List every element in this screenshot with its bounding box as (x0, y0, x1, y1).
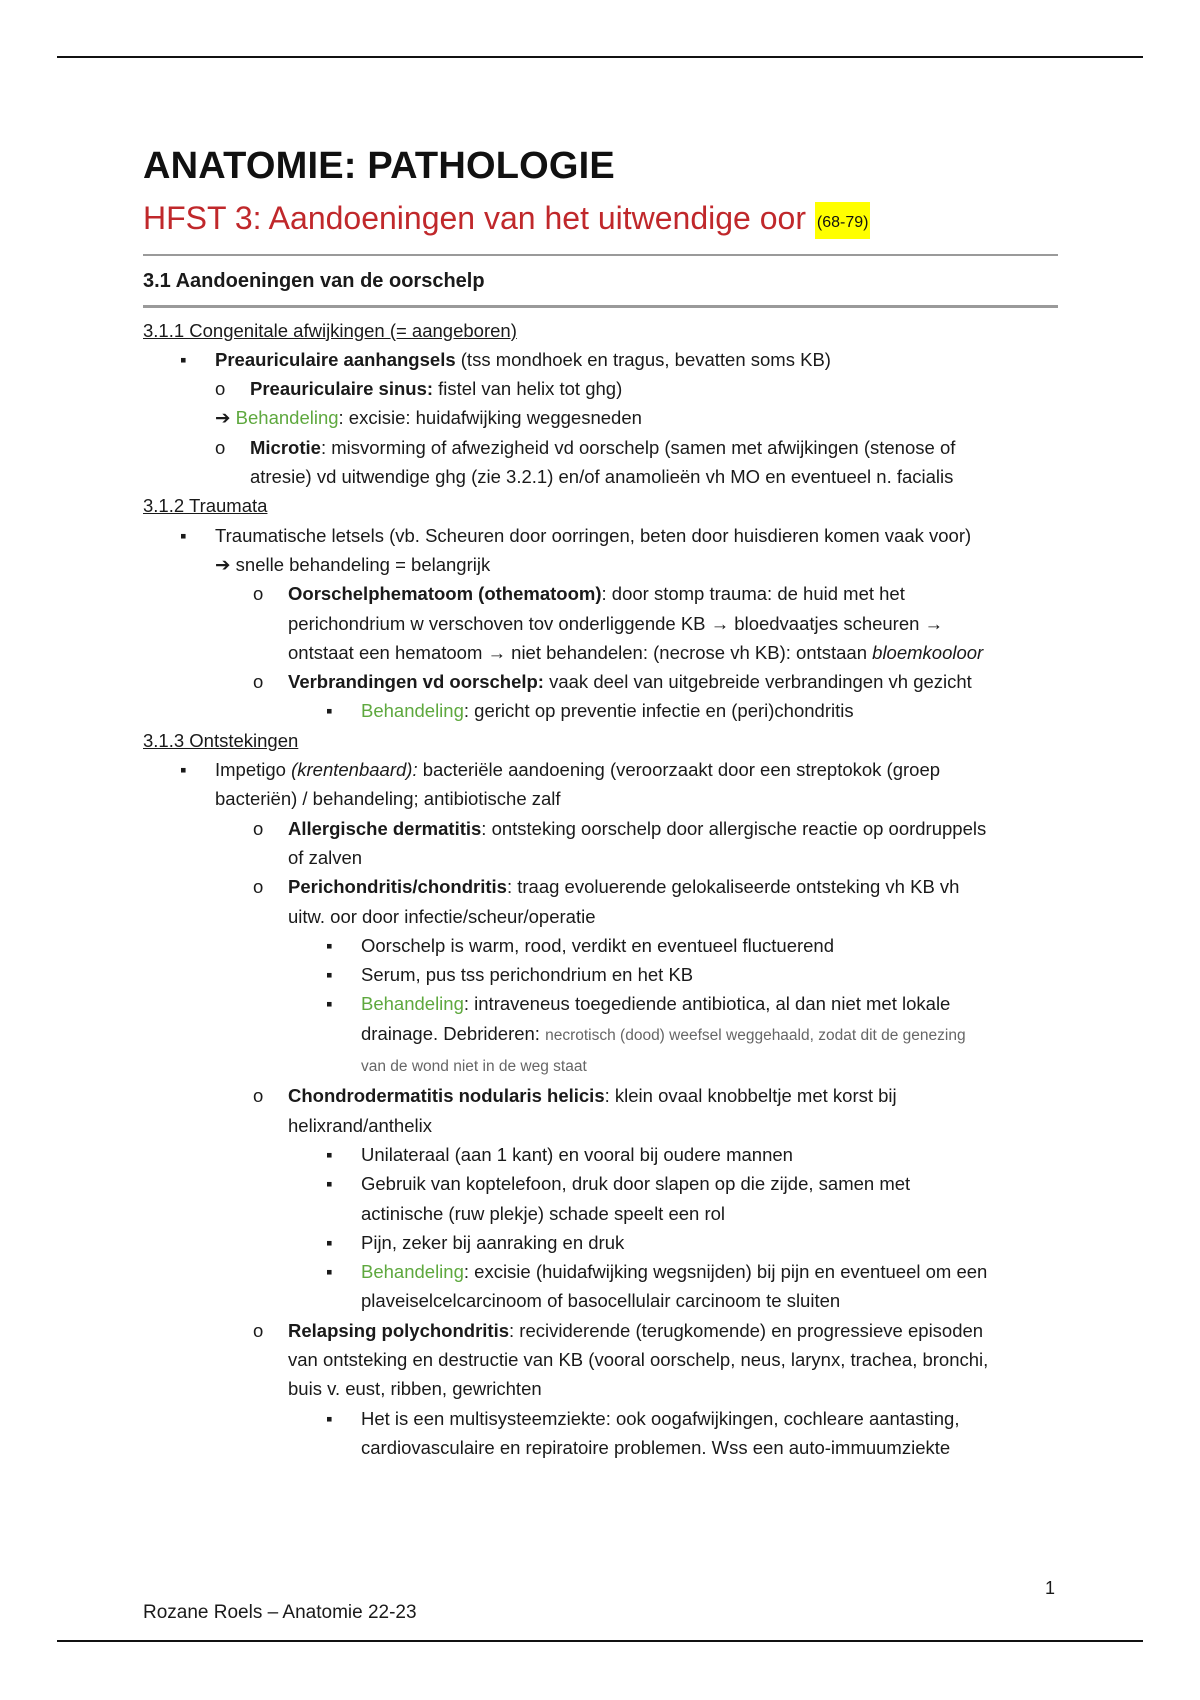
circle-bullet-icon (253, 579, 263, 608)
arrow-right-icon: ➔ (215, 407, 231, 429)
list-item: ▪ Oorschelp is warm, rood, verdikt en eventueel fluctuerend (143, 931, 1058, 960)
divider (143, 305, 1058, 308)
circle-bullet-icon (253, 872, 263, 901)
list-item-continued: actinische (ruw plekje) schade speelt een rol (361, 1202, 726, 1224)
chapter-heading (143, 198, 1058, 240)
list-item: ▪ Het is een multisysteemziekte: ook oogafwijkingen, cochleare aantasting, (143, 1404, 1058, 1433)
page-title: ANATOMIE: PATHOLOGIE (143, 145, 615, 187)
list-item-continued: ➔ snelle behandeling = belangrijk (215, 553, 491, 575)
circle-bullet-icon (253, 1081, 263, 1110)
section-body (143, 316, 1058, 1463)
list-item: o Microtie: misvorming of afwezigheid vd oorschelp (samen met afwijkingen (stenose of (143, 433, 1058, 462)
circle-bullet-icon (253, 667, 263, 696)
list-item-continued: van de wond niet in de weg staat (361, 1058, 587, 1076)
square-bullet-icon (326, 989, 333, 1018)
square-bullet-icon (326, 1257, 333, 1286)
square-bullet-icon (180, 345, 187, 374)
list-item: ▪ Behandeling: gericht op preventie infectie en (peri)chondritis (143, 696, 1058, 725)
document-page (143, 145, 1058, 1462)
list-item-continued: ontstaat een hematoom → niet behandelen: (necrose vh KB): ontstaan bloemkooloor (288, 641, 984, 663)
circle-bullet-icon (253, 814, 263, 843)
page-number: 1 (1045, 1578, 1056, 1598)
list-item: ▪ Gebruik van koptelefoon, druk door slapen op die zijde, samen met (143, 1169, 1058, 1198)
list-item: ▪ Preauriculaire aanhangsels (tss mondhoek en tragus, bevatten soms KB) (143, 345, 1058, 374)
list-item-continued: cardiovasculaire en repiratoire problemen. Wss een auto-immuumziekte (361, 1436, 951, 1458)
list-item-continued: atresie) vd uitwendige ghg (zie 3.2.1) en/of anamolieën vh MO en eventueel n. facialis (250, 466, 954, 488)
divider (143, 254, 1058, 256)
list-item: o Relapsing polychondritis: recividerende (terugkomende) en progressieve episoden (143, 1316, 1058, 1345)
list-item-continued: perichondrium w verschoven tov onderliggende KB → bloedvaatjes scheuren → (288, 612, 944, 634)
subsection-heading: 3.1.2 Traumata (143, 495, 268, 517)
list-item: ▪ Behandeling: excisie (huidafwijking wegsnijden) bij pijn en eventueel om een (143, 1257, 1058, 1286)
section-heading: 3.1 Aandoeningen van de oorschelp (143, 269, 485, 292)
circle-bullet-icon (215, 433, 225, 462)
page-footer: Rozane Roels – Anatomie 22-23 (143, 1602, 417, 1623)
list-item: ▪ Behandeling: intraveneus toegediende antibiotica, al dan niet met lokale (143, 989, 1058, 1018)
header-rule (57, 56, 1143, 58)
list-item: o Perichondritis/chondritis: traag evoluerende gelokaliseerde ontsteking vh KB vh (143, 872, 1058, 901)
list-item-continued: bacteriën) / behandeling; antibiotische zalf (215, 788, 561, 810)
subsection-heading: 3.1.1 Congenitale afwijkingen (= aangeboren) (143, 319, 517, 341)
square-bullet-icon (326, 1404, 333, 1433)
list-item-continued: van ontsteking en destructie van KB (vooral oorschelp, neus, larynx, trachea, bronchi, (288, 1348, 989, 1370)
square-bullet-icon (326, 1228, 333, 1257)
square-bullet-icon (180, 755, 187, 784)
list-item: o Allergische dermatitis: ontsteking oorschelp door allergische reactie op oordruppels (143, 814, 1058, 843)
square-bullet-icon (326, 931, 333, 960)
list-item: o Chondrodermatitis nodularis helicis: klein ovaal knobbeltje met korst bij (143, 1081, 1058, 1110)
arrow-right-icon: ➔ (215, 553, 231, 575)
list-item-continued: buis v. eust, ribben, gewrichten (288, 1378, 542, 1400)
list-item: o Preauriculaire sinus: fistel van helix tot ghg) (143, 374, 1058, 403)
list-item-continued: uitw. oor door infectie/scheur/operatie (288, 905, 596, 927)
list-item: ▪ Unilateraal (aan 1 kant) en vooral bij oudere mannen (143, 1140, 1058, 1169)
circle-bullet-icon (215, 374, 225, 403)
list-item: ▪ Impetigo (krentenbaard): bacteriële aandoening (veroorzaakt door een streptokok (groep (143, 755, 1058, 784)
square-bullet-icon (326, 696, 333, 725)
circle-bullet-icon (253, 1316, 263, 1345)
list-item-continued: plaveiselcelcarcinoom of basocellulair carcinoom te sluiten (361, 1290, 841, 1312)
list-item: ▪ Pijn, zeker bij aanraking en druk (143, 1228, 1058, 1257)
list-item: ▪ Serum, pus tss perichondrium en het KB (143, 960, 1058, 989)
list-item: ▪ Traumatische letsels (vb. Scheuren door oorringen, beten door huisdieren komen vaak voor) (143, 521, 1058, 550)
list-item: o Oorschelphematoom (othematoom): door stomp trauma: de huid met het (143, 579, 1058, 608)
square-bullet-icon (326, 1169, 333, 1198)
square-bullet-icon (326, 1140, 333, 1169)
square-bullet-icon (326, 960, 333, 989)
list-item: o Verbrandingen vd oorschelp: vaak deel van uitgebreide verbrandingen vh gezicht (143, 667, 1058, 696)
footer-rule (57, 1640, 1143, 1642)
chapter-title: HFST 3: Aandoeningen van het uitwendige oor (143, 200, 806, 236)
list-item-continued: helixrand/anthelix (288, 1114, 432, 1136)
page-range-highlight: (68-79) (815, 202, 871, 239)
subsection-heading: 3.1.3 Ontstekingen (143, 729, 299, 751)
list-item-continued: drainage. Debrideren: necrotisch (dood) weefsel weggehaald, zodat dit de genezing (361, 1022, 966, 1044)
list-item-continued: of zalven (288, 846, 363, 868)
square-bullet-icon (180, 521, 187, 550)
list-item: ➔ Behandeling: excisie: huidafwijking weggesneden (215, 407, 642, 429)
